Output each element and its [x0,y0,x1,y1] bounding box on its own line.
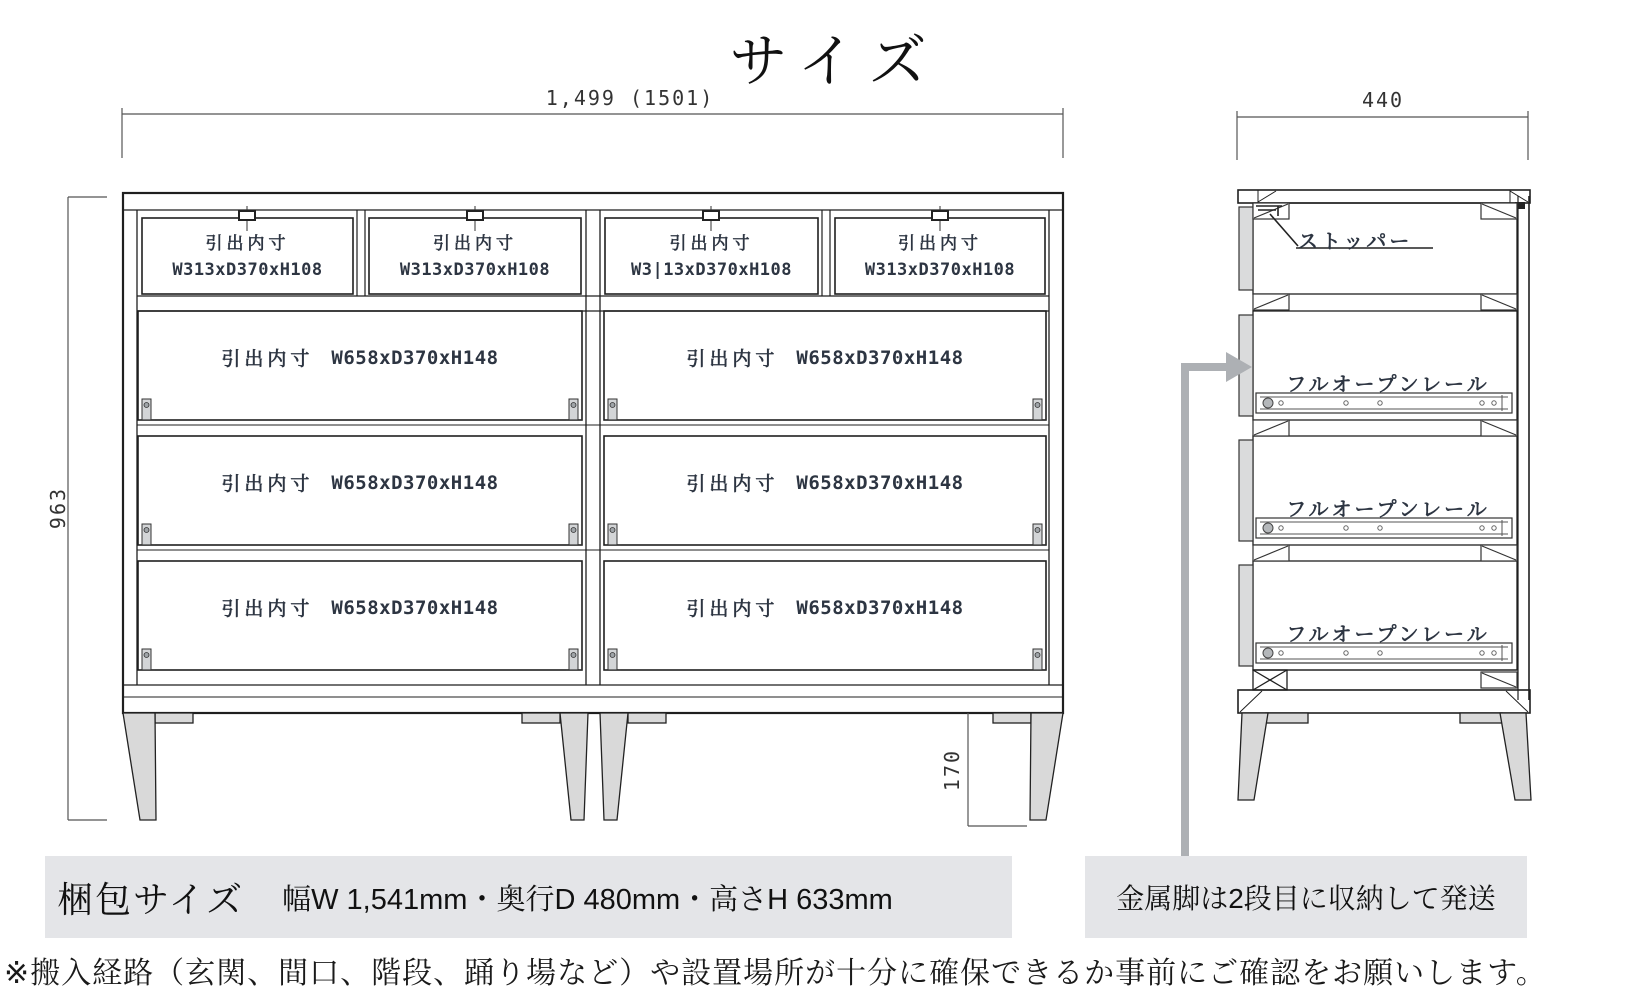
drawer-inner-size-value: W313xD370xH108 [399,260,551,280]
drawer-inner-size-value: W3|13xD370xH108 [630,260,793,280]
front-width-dimension: 1,499 (1501) [545,86,715,110]
side-width-dimension: 440 [1361,88,1405,112]
side-view-drawing [1237,111,1531,800]
packing-size-dimensions: 幅W 1,541mm・奥行D 480mm・高さH 633mm [282,883,893,916]
small-drawer-label [142,222,353,292]
drawer-inner-size-value: W658xD370xH148 [331,471,499,494]
shipping-note-text: 金属脚は2段目に収納して発送 [1116,883,1496,914]
drawer-inner-size-caption: 引出内寸 [686,474,779,495]
slide-bracket-icon [139,524,155,545]
large-drawer-label [604,594,1046,621]
slide-bracket-icon [1030,524,1046,545]
full-open-rail-label: フルオープンレール [1286,499,1490,521]
corner-brace-icon [1481,203,1517,219]
packing-size-box [45,856,1012,938]
slide-bracket-icon [139,399,155,420]
full-open-rail-label: フルオープンレール [1286,624,1490,646]
leg [1030,713,1063,820]
front-view-drawing [68,108,1063,826]
drawer-inner-size-caption: 引出内寸 [205,234,290,253]
slide-bracket-icon [566,649,582,670]
drawer-inner-size-caption: 引出内寸 [898,234,982,253]
drawer-inner-size-value: W658xD370xH148 [796,596,964,619]
side-dimension-lines [1237,111,1528,160]
page-title: サイズ [729,29,941,94]
drawer-inner-size-caption: 引出内寸 [433,234,517,253]
leg [1500,713,1531,800]
drawer-inner-size-value: W658xD370xH148 [796,471,964,494]
drawer-inner-size-caption: 引出内寸 [221,599,314,620]
slide-bracket-icon [605,649,621,670]
drawer-inner-size-value: W313xD370xH108 [864,260,1016,280]
small-drawer-label [835,222,1045,292]
full-open-rail-label: フルオープンレール [1286,374,1490,396]
drawer-inner-size-caption: 引出内寸 [221,474,314,495]
corner-brace-icon [1481,672,1517,688]
slide-bracket-icon [1030,399,1046,420]
drawer-inner-size-caption: 引出内寸 [686,599,779,620]
drawer-inner-size-value: W658xD370xH148 [331,596,499,619]
stopper-label: ストッパー [1298,231,1413,253]
large-drawer-label [604,344,1046,371]
drawer-inner-size-caption: 引出内寸 [221,349,314,370]
leg [123,713,156,820]
front-leg-dimension: 170 [940,748,964,792]
small-drawer-label [369,222,581,292]
drawer-inner-size-caption: 引出内寸 [669,234,754,253]
leg [600,713,628,820]
slide-bracket-icon [1030,649,1046,670]
packing-size-label: 梱包サイズ [57,878,245,920]
slide-bracket-icon [139,649,155,670]
large-drawer-label [138,344,582,371]
front-legs [123,713,1063,820]
large-drawer-label [138,594,582,621]
slide-bracket-icon [566,524,582,545]
corner-brace-icon [1253,294,1289,310]
corner-brace-icon [1481,420,1517,436]
corner-brace-icon [1481,294,1517,310]
drawer-inner-size-value: W658xD370xH148 [796,346,964,369]
slide-bracket-icon [566,399,582,420]
drawer-inner-size-caption: 引出内寸 [686,349,779,370]
slide-bracket-icon [605,524,621,545]
drawer-side-sections [1239,207,1253,666]
side-legs [1238,713,1531,800]
delivery-route-note: ※搬入経路（玄関、間口、階段、踊り場など）や設置場所が十分に確保できるか事前にご確認をお願いします。 [4,957,1547,990]
corner-brace-icon [1481,545,1517,561]
leg [560,713,588,820]
slide-bracket-icon [605,399,621,420]
drawer-inner-size-value: W658xD370xH148 [331,346,499,369]
shipping-note-box [1085,856,1527,938]
corner-brace-icon [1253,545,1289,561]
large-drawer-label [138,469,582,496]
front-height-dimension: 963 [46,486,70,530]
small-drawer-label [605,222,818,292]
corner-brace-icon [1253,420,1289,436]
drawer-inner-size-value: W313xD370xH108 [172,260,323,280]
leg [1238,713,1268,800]
large-drawer-label [604,469,1046,496]
